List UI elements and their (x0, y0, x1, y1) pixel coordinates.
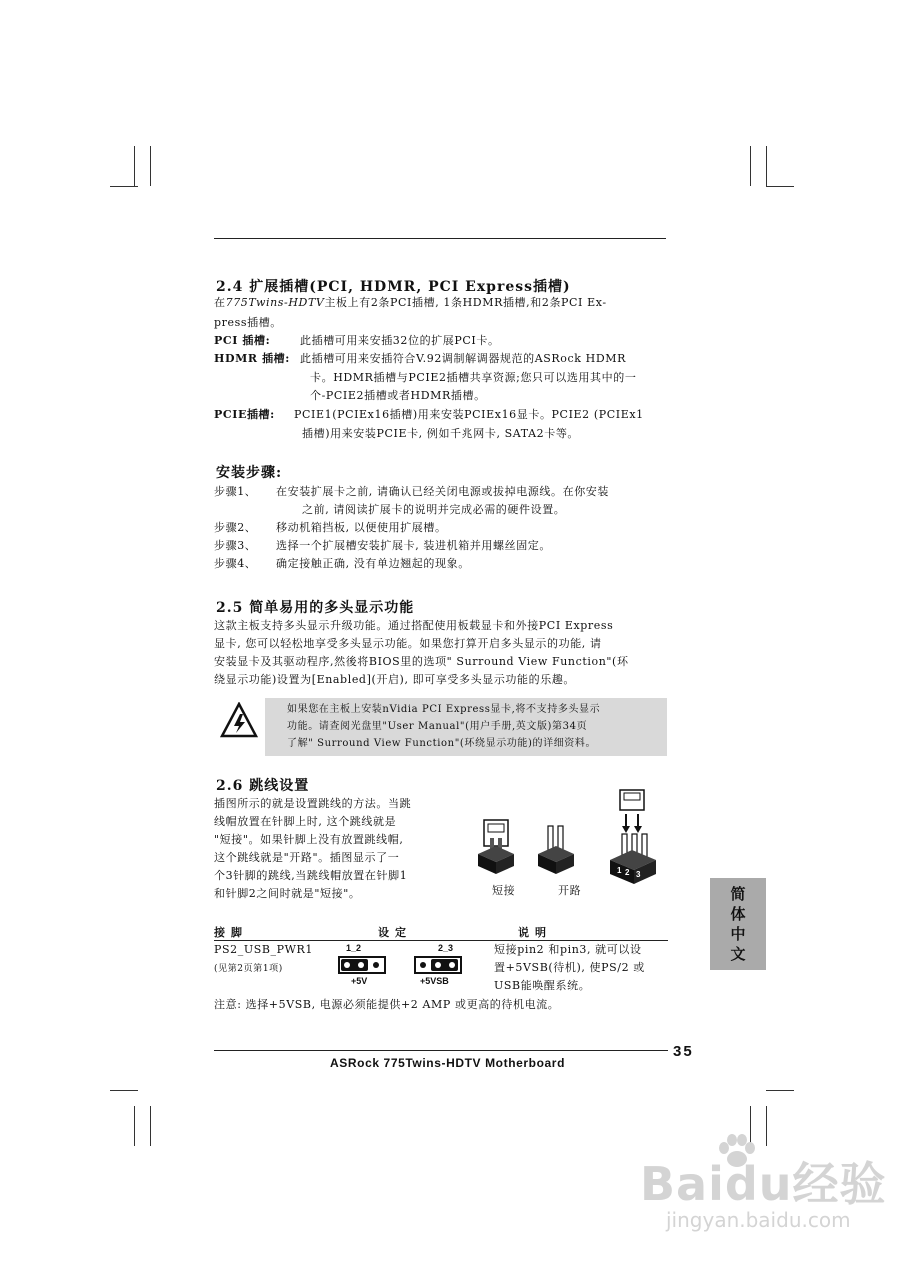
section-25-line1: 这款主板支持多头显示升级功能。通过搭配使用板载显卡和外接PCI Express (214, 619, 614, 632)
footer-text: ASRock 775Twins-HDTV Motherboard (330, 1056, 566, 1070)
pin-3 (449, 962, 455, 968)
opt1-value: +5V (351, 976, 368, 986)
crop-mark (150, 146, 151, 186)
crop-mark (134, 1106, 135, 1146)
step1-line1: 在安装扩展卡之前, 请确认已经关闭电源或拔掉电源线。在你安装 (276, 485, 609, 498)
pin-1 (420, 962, 426, 968)
row-pin-name: PS2_USB_PWR1 (214, 943, 314, 956)
pin-2-label: 2 (625, 868, 630, 877)
section-26-heading: 2.6 跳线设置 (216, 778, 310, 794)
crop-mark (766, 1090, 794, 1091)
col-pin-header: 接脚 (214, 926, 248, 939)
jumper-1-2-graphic (338, 956, 386, 974)
model-name: 775Twins-HDTV (225, 296, 325, 309)
note-line2: 功能。请查阅光盘里"User Manual"(用户手册,英文版)第34页 (287, 721, 588, 732)
jumper-illustration (470, 788, 660, 888)
col-setting-header: 设定 (378, 926, 412, 939)
pcie-label: PCIE插槽: (214, 408, 275, 421)
hdmr-label: HDMR 插槽: (214, 352, 290, 365)
footer-rule (214, 1050, 668, 1051)
intro-pre: 在 (214, 296, 226, 309)
header-rule (214, 238, 666, 239)
language-side-tab (710, 878, 766, 970)
section-25-line4: 绕显示功能)设置为[Enabled](开启), 即可享受多头显示功能的乐趣。 (214, 673, 576, 686)
watermark-url: jingyan.baidu.com (666, 1208, 851, 1232)
section-26-line1: 插图所示的就是设置跳线的方法。当跳 (214, 797, 412, 810)
pin-3 (373, 962, 379, 968)
intro-line1: 主板上有2条PCI插槽, 1条HDMR插槽,和2条PCI Ex- (324, 296, 607, 309)
section-26-line2: 线帽放置在针脚上时, 这个跳线就是 (214, 815, 397, 828)
crop-mark (134, 146, 135, 186)
pin-2 (358, 962, 364, 968)
hdmr-line3: 个-PCIE2插槽或者HDMR插槽。 (310, 389, 486, 402)
section-24-heading: 2.4 扩展插槽(PCI, HDMR, PCI Express插槽) (216, 279, 571, 295)
desc-line3: USB能唤醒系统。 (494, 979, 591, 992)
warning-icon (220, 702, 258, 738)
crop-mark (750, 146, 751, 186)
crop-mark (110, 186, 138, 187)
install-heading: 安装步骤: (216, 465, 283, 481)
note-box (265, 698, 667, 756)
section-26-line3: "短接"。如果针脚上没有放置跳线帽, (214, 833, 404, 846)
step2-label: 步骤2、 (214, 521, 257, 534)
step3-label: 步骤3、 (214, 539, 257, 552)
section-26-line5: 个3针脚的跳线,当跳线帽放置在针脚1 (214, 869, 408, 882)
pin-2 (435, 962, 441, 968)
short-jumper-figure (478, 820, 514, 874)
fig-short-caption: 短接 (492, 884, 516, 897)
crop-mark (766, 186, 794, 187)
section-25-line3: 安装显卡及其驱动程序,然後将BIOS里的选项" Surround View Function"(环 (214, 655, 629, 668)
note-line1: 如果您在主板上安装nVidia PCI Express显卡,将不支持多头显示 (287, 704, 601, 715)
step4-label: 步骤4、 (214, 557, 257, 570)
crop-mark (150, 1106, 151, 1146)
crop-mark (766, 1106, 767, 1146)
desc-line2: 置+5VSB(待机), 使PS/2 或 (494, 961, 645, 974)
step4-text: 确定接触正确, 没有单边翘起的现象。 (276, 557, 470, 570)
step1-label: 步骤1、 (214, 485, 257, 498)
pcie-line2: 插槽)用来安装PCIE卡, 例如千兆网卡, SATA2卡等。 (302, 427, 580, 440)
hdmr-line1: 此插槽可用来安插符合V.92调制解调器规范的ASRock HDMR (300, 352, 626, 365)
pcie-line1: PCIE1(PCIEx16插槽)用来安装PCIEx16显卡。PCIE2 (PCIEx1 (294, 408, 644, 421)
desc-line1: 短接pin2 和pin3, 就可以设 (494, 943, 642, 956)
step3-text: 选择一个扩展槽安装扩展卡, 装进机箱并用螺丝固定。 (276, 539, 551, 552)
watermark-brand: Baidu经验 (640, 1157, 887, 1211)
page-number: 35 (673, 1043, 694, 1060)
row-pin-sub: (见第2页第1项) (214, 964, 283, 974)
section-25-heading: 2.5 简单易用的多头显示功能 (216, 600, 415, 616)
opt2-label: 2_3 (438, 943, 454, 953)
pin-3-label: 3 (636, 870, 641, 879)
pin-1 (344, 962, 350, 968)
side-tab-label: 简体中文 (730, 885, 746, 963)
section-24-intro-line2: press插槽。 (214, 316, 282, 329)
crop-mark (110, 1090, 138, 1091)
note-line3: 了解" Surround View Function"(环绕显示功能)的详细资料。 (287, 738, 597, 749)
section-26-line4: 这个跳线就是"开路"。插图显示了一 (214, 851, 400, 864)
jumper-2-3-graphic (414, 956, 462, 974)
section-24-intro (214, 296, 607, 310)
section-25-line2: 显卡, 您可以轻松地享受多头显示功能。如果您打算开启多头显示的功能, 请 (214, 637, 602, 650)
hdmr-line2: 卡。HDMR插槽与PCIE2插槽共享资源;您只可以选用其中的一 (310, 371, 637, 384)
col-desc-header: 说明 (518, 926, 552, 939)
crop-mark (766, 146, 767, 186)
fig-open-caption: 开路 (558, 884, 582, 897)
step2-text: 移动机箱挡板, 以便使用扩展槽。 (276, 521, 447, 534)
opt1-label: 1_2 (346, 943, 362, 953)
pin-1-label: 1 (617, 866, 622, 875)
pci-label: PCI 插槽: (214, 334, 271, 347)
section-26-line6: 和针脚2之间时就是"短接"。 (214, 887, 361, 900)
opt2-value: +5VSB (420, 976, 449, 986)
step1-line2: 之前, 请阅读扩展卡的说明并完成必需的硬件设置。 (302, 503, 566, 516)
jumper-note: 注意: 选择+5VSB, 电源必须能提供+2 AMP 或更高的待机电流。 (214, 998, 560, 1011)
open-jumper-figure (538, 826, 574, 874)
pci-text: 此插槽可用来安插32位的扩展PCI卡。 (300, 334, 500, 347)
table-header-rule (214, 940, 668, 941)
